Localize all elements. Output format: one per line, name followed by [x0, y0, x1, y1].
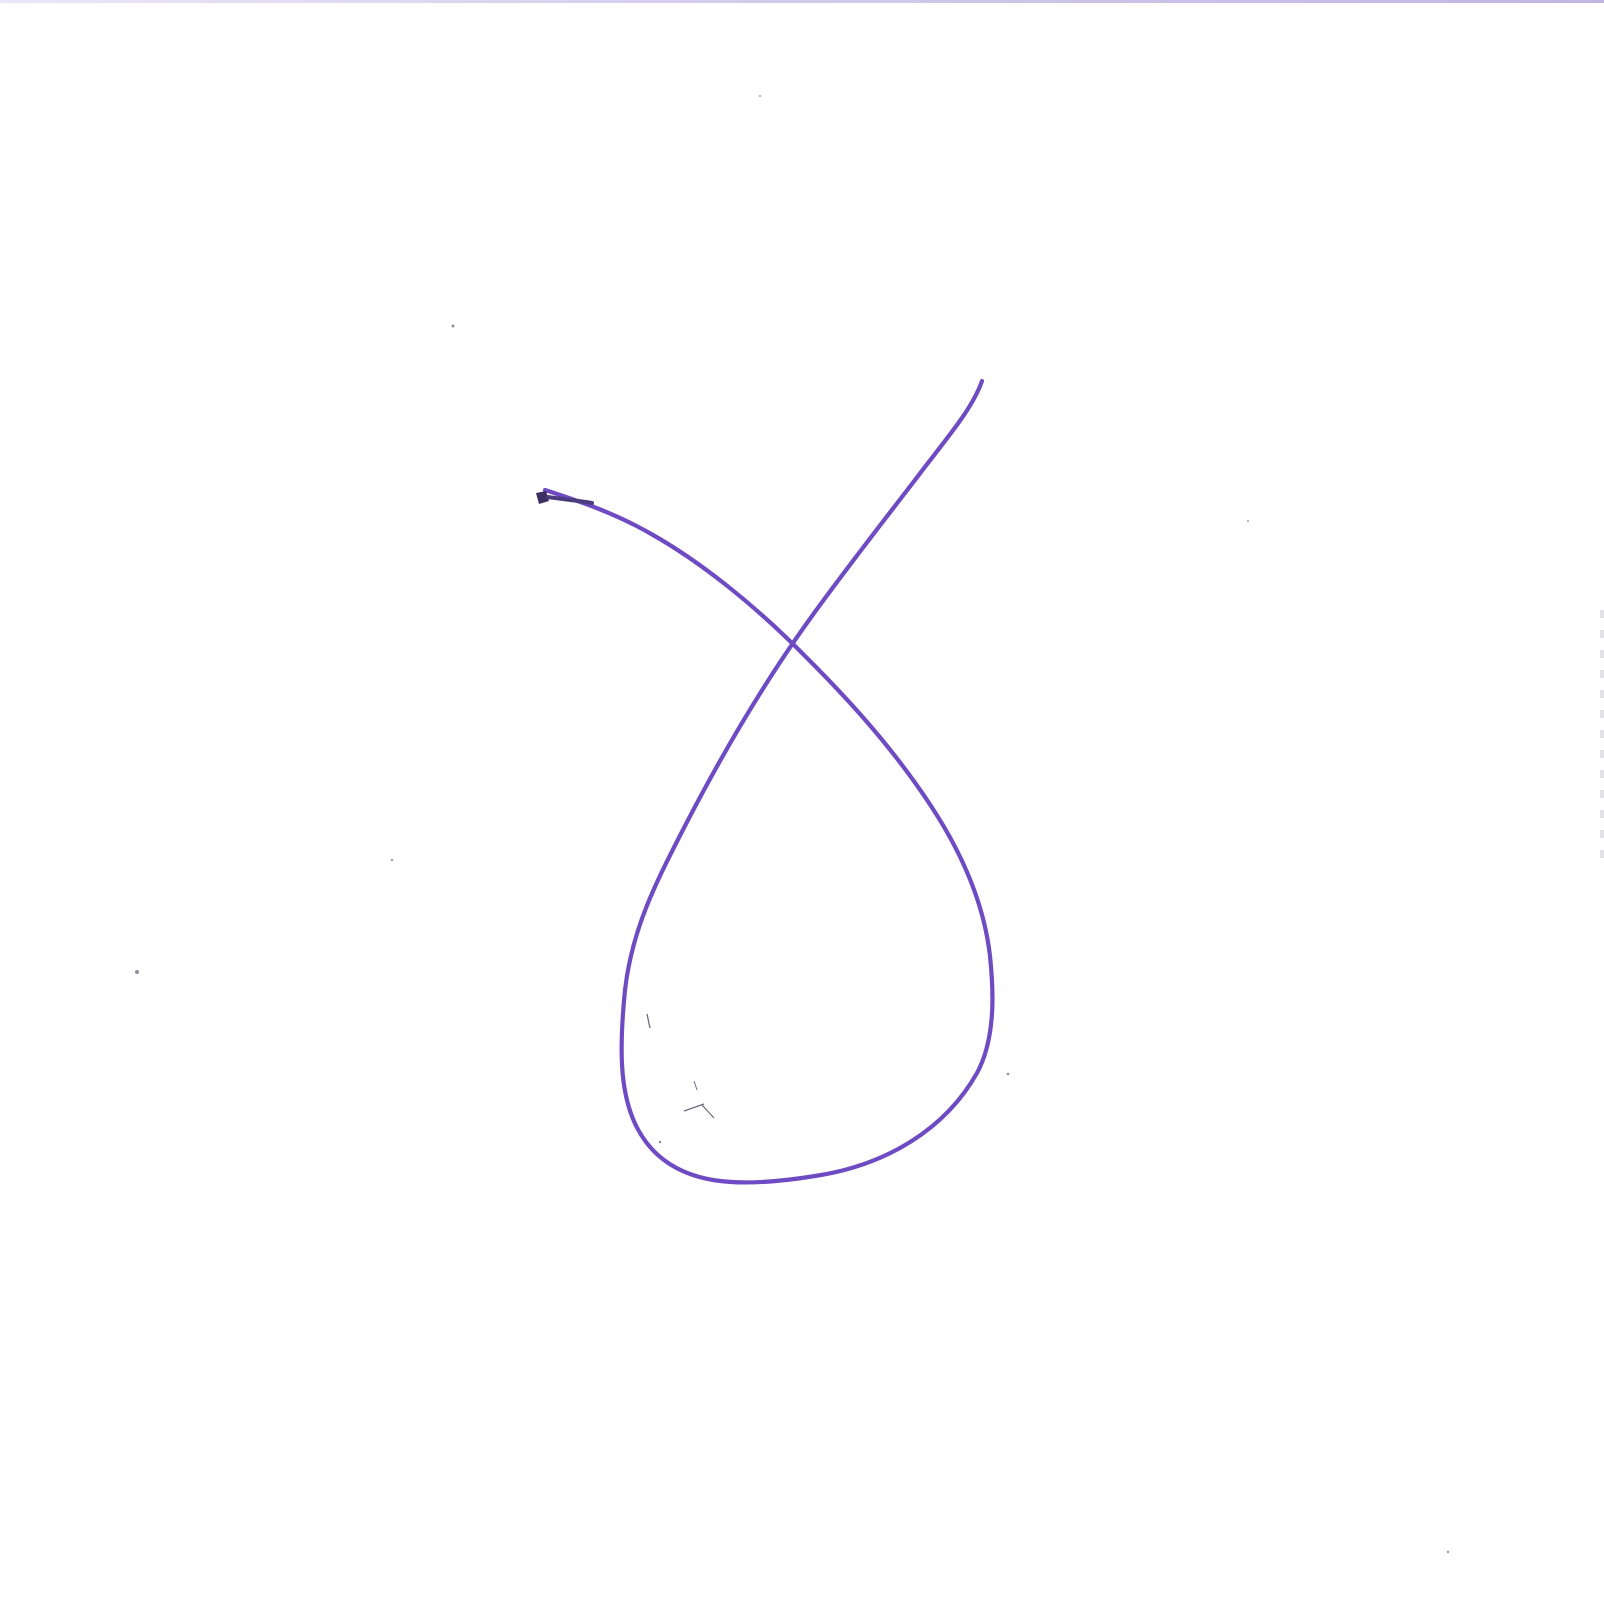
- speckle: [452, 325, 455, 328]
- ink-mark: [694, 1081, 697, 1090]
- speckle: [1007, 1073, 1010, 1076]
- ink-mark: [659, 1141, 661, 1143]
- speckle: [1247, 520, 1249, 522]
- ink-mark: [702, 1105, 714, 1118]
- speckle: [759, 95, 761, 97]
- ink-mark: [647, 1014, 650, 1028]
- ink-mark: [684, 1104, 704, 1111]
- loop-stroke: [545, 381, 992, 1183]
- speckle: [1447, 1551, 1449, 1553]
- ink-blob-trail: [548, 497, 592, 503]
- speckle: [391, 859, 393, 861]
- speckle: [135, 970, 139, 974]
